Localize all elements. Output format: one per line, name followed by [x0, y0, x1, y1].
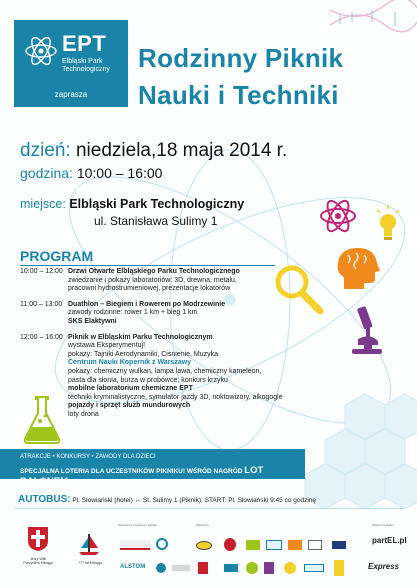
mayor-name: Jerzy Wilk: [29, 557, 47, 561]
program-title: Drzwi Otwarte Elbląskiego Parku Technologicznego: [68, 268, 240, 275]
sponsor-logo: [172, 565, 190, 571]
program-line: pokazy: Tajniki Aerodynamiki, Ciśnienie, Muzyka: [68, 350, 219, 358]
alstom-logo: ALSTOM: [120, 564, 146, 570]
program-list: [20, 268, 340, 427]
event-place: [20, 197, 244, 211]
logo-tagline: zaprasza: [54, 90, 88, 99]
lottery-text: SPECJALNA LOTERIA DLA UCZESTNIKÓW PIKNIKU! WŚRÓD NAGRÓD: [20, 468, 243, 475]
place-label: miejsce:: [20, 197, 66, 211]
program-line: zawody rodzinne: rower 1 km + bieg 1 km: [68, 309, 198, 317]
place-street: ul. Stanisława Sulimy 1: [94, 214, 218, 228]
partner-logo: [266, 540, 282, 550]
lightbulb-icon: [375, 205, 401, 243]
anniversary-caption: 777 lat Elbląga: [78, 561, 102, 565]
program-line: pokazy: chemiczny wulkan, lampa lawa, chemiczny kameleon,: [68, 367, 262, 375]
partner-logo: [246, 562, 258, 574]
program-line: pasta dla słonia, burza w probówce, konkurs krzyku: [68, 376, 228, 384]
brain-head-icon: [334, 245, 382, 291]
partner-logo: [246, 540, 260, 550]
express-logo: Express: [368, 562, 400, 571]
program-line: techniki kryminalistyczne, symulator jazdy 3D, noktowizory, alkogogle: [68, 393, 283, 401]
atom-magenta-icon: [318, 196, 358, 236]
program-subheading: Centrum Nauki Kopernik z Warszawy: [68, 359, 192, 367]
program-block-1: [20, 268, 340, 294]
partner-logo: [288, 540, 302, 550]
partner-logo: [304, 564, 324, 572]
partner-logo: [334, 560, 344, 576]
program-block-3: [20, 334, 340, 420]
program-subheading: pojazdy i sprzęt służb mundurowych: [68, 402, 191, 410]
partner-logo: [284, 562, 296, 574]
partner-logo: [308, 540, 322, 550]
logo-name: EPT: [62, 31, 107, 56]
partner-logo: [198, 562, 208, 574]
date-value: niedziela,18 maja 2014 r.: [75, 140, 288, 161]
program-line: loty drona: [68, 410, 99, 418]
program-time: 12:00 – 16:00: [20, 333, 63, 341]
partner-logo: [224, 538, 236, 551]
sponsors-divider: [14, 508, 404, 509]
program-time: 10:00 – 12:00: [20, 268, 63, 275]
partner-logo: [332, 541, 346, 549]
program-heading: PROGRAM: [20, 248, 94, 264]
program-line: zwiedzanie i pokazy laboratoriów: 3D, drewna, metalu,: [68, 276, 237, 284]
program-line: wystawa Eksperymentuj!: [68, 342, 146, 350]
atom-icon: [24, 34, 58, 68]
place-name: Elbląski Park Technologiczny: [69, 197, 245, 211]
time-value: 10:00 – 16:00: [76, 165, 163, 181]
partner-logo: [196, 541, 212, 550]
program-divider: [20, 265, 275, 266]
partner-logo: [264, 562, 274, 574]
lottery-prize: LOT BALONEM: [20, 465, 264, 487]
attractions-line: ATRAKCJE • KONKURSY • ZAWODY DLA DZIECI: [20, 454, 156, 460]
program-line: pracowni hydrostrumieniowej, prezentacje lokatorów: [68, 285, 231, 293]
media-header: Patroni medialni: [372, 523, 394, 527]
poster-title: [138, 40, 343, 114]
program-title: Piknik w Elbląskim Parku Technologicznym: [68, 333, 213, 341]
event-time: [20, 165, 162, 181]
event-date: [20, 140, 287, 162]
program-time: 11:00 – 13:00: [20, 300, 63, 308]
partners-header: Partnerzy: [196, 523, 209, 527]
bus-info: [18, 494, 316, 505]
time-label: godzina:: [20, 165, 73, 181]
partel-logo: partEL.pl: [372, 536, 407, 545]
title-line-2: Nauki i Techniki: [138, 80, 339, 110]
sponsor-logo: [156, 563, 166, 573]
sponsor-logo: [156, 538, 168, 550]
bus-label: AUTOBUS:: [18, 494, 71, 505]
title-line-1: Rodzinny Piknik: [138, 43, 344, 73]
partner-logo: [224, 564, 238, 572]
sponsor-logo: [120, 540, 150, 550]
ept-logo-box: [14, 20, 128, 107]
program-line: SKS Elaktywni: [68, 317, 117, 325]
mayor-role: Prezydent Elbląga: [23, 561, 53, 566]
mayor-caption: [14, 557, 62, 566]
program-block-2: [20, 301, 340, 327]
program-title: Duathlon – Biegiem i Rowerem po Modrzewinie: [68, 300, 226, 308]
attractions-band: [0, 449, 305, 487]
date-label: dzień:: [20, 140, 71, 161]
elblag-crest-logo: [27, 526, 49, 552]
microscope-icon: [350, 305, 384, 357]
bus-route: Pl. Słowiański (hotel) ↔ St. Sulimy 1 (Piknik), START: Pl. Słowiański 9:45 co godzinę: [72, 497, 317, 504]
anniversary-logo: [78, 532, 100, 556]
sponsors-header: Sponsorzy i partnerzy pikniku: [118, 523, 158, 527]
lottery-line: [20, 465, 305, 487]
program-subheading: mobilne laboratorium chemiczne EPT: [68, 385, 193, 393]
logo-subtitle: Elbląski Park Technologiczny: [62, 58, 110, 73]
